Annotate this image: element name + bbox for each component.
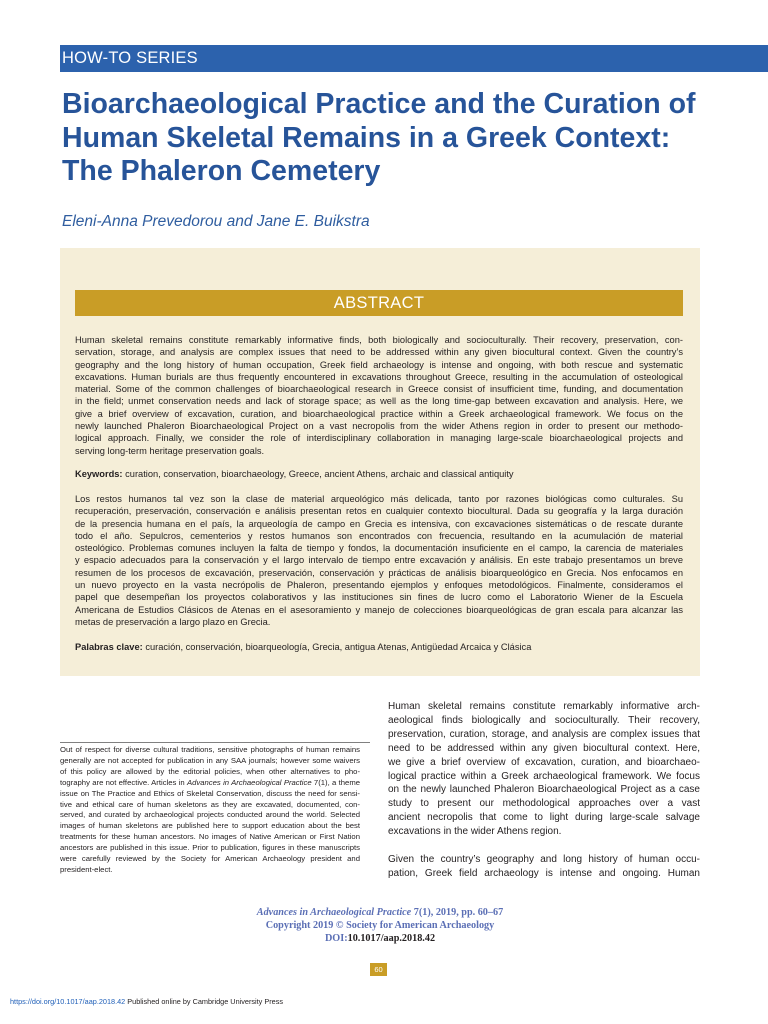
footnote-line: served, and curated by archaeological projects conducted around the world. Selected	[60, 810, 360, 820]
abstract-spanish	[75, 493, 683, 628]
footnote-line: issue on The Practice and Ethics of Skeletal Conservation, discuss the need for sensi-	[60, 788, 360, 798]
abstract-english-line: in the field; unmet conservation needs and lack of storage space; as well as the long time-gap between excavation and analysis. Here, we	[75, 396, 683, 407]
abstract-spanish-line: Los restos humanos tal vez son la clase de material arqueológico más delicada, tanto por razones biológicas como culturales. Su	[75, 494, 683, 504]
abstract-english-line: material. Some of the common challenges of bioarchaeological research in Greece consist of insufficient time, funding, and documentation	[75, 384, 683, 395]
abstract-english-line: excavations. Human burials are thus frequently encountered in excavations throughout Greece, resulting in the accumulation of osteological	[75, 371, 683, 382]
article-title-line: Human Skeletal Remains in a Greek Context:	[62, 121, 671, 154]
keywords-label: Keywords:	[75, 469, 123, 479]
palabras-clave	[75, 641, 683, 653]
body-line: logical practice within a Greek archaeological framework. We focus	[388, 770, 700, 782]
body-column	[388, 700, 700, 881]
abstract-heading: ABSTRACT	[75, 290, 683, 316]
body-paragraph	[388, 700, 700, 839]
footnote-line: images of human skeletons are published here to support education about the best	[60, 821, 360, 831]
footnote-line: president-elect.	[60, 864, 113, 874]
footnote-line: treatments for these human ancestors. No images of Native American or First Nation	[60, 832, 360, 842]
abstract-english	[75, 334, 683, 457]
body-line: aeological finds biologically and socioculturally. Their recovery,	[388, 714, 700, 726]
abstract-spanish-line: y espacio adecuados para la conservación y el largo intervalo de tiempo entre excavación y análisis. En este trabajo presentamos un breve	[75, 555, 683, 566]
footnote-line: Out of respect for diverse cultural traditions, sensitive photographs of human remains	[60, 745, 360, 754]
article-title-line: Bioarchaeological Practice and the Curation of	[62, 88, 696, 120]
body-line: on the newly launched Phaleron Bioarchaeological Project as a case	[388, 784, 700, 796]
body-line: ancient necropolis that come to light during large-scale salvage	[388, 812, 700, 824]
body-line: we give a brief overview of excavation, curation, and bioarchaeo-	[388, 756, 700, 768]
abstract-english-line: newly launched Phaleron Bioarchaeological Project on a vast necropolis from the wider Athens region in order to present our methodo-	[75, 421, 683, 432]
article-title-line: The Phaleron Cemetery	[62, 155, 381, 187]
footnote-line: tive and ethical care of human skeletons as they are excavated, documented, con-	[60, 799, 360, 809]
paragraph-gap	[388, 839, 700, 853]
abstract-spanish-line: de la presencia humana en el país, la arqueología de campo en Grecia es intensiva, con excavaciones sistemáticas o de rescate durante	[75, 518, 683, 529]
abstract-spanish-line: metas de preservación a largo plazo en Grecia.	[75, 616, 271, 627]
doi-url-link[interactable]: https://doi.org/10.1017/aap.2018.42	[10, 997, 126, 1006]
text-segment: 7(1), a theme	[311, 777, 361, 787]
body-line: pation, Greek field archaeology is intense and ongoing. Human	[388, 867, 700, 879]
abstract-english-line: serving long-term heritage preservation goals.	[75, 445, 265, 456]
journal-citation	[60, 906, 700, 945]
abstract-spanish-line: recuperación, preservación, conservación e análisis presentan retos en cualquier contexto biocultural. Dada su geografía y la larga duración	[75, 506, 683, 517]
abstract-english-line: Human skeletal remains constitute remarkably informative finds, both biologically and socioculturally. Their recovery, preservation, con-	[75, 335, 683, 345]
body-line: excavations in the wider Athens region.	[388, 826, 562, 838]
body-line: Human skeletal remains constitute remarkably informative arch-	[388, 701, 700, 712]
footnote-line: were carefully reviewed by the Society for American Archaeology president and	[60, 854, 360, 864]
keywords-list: curation, conservation, bioarchaeology, Greece, ancient Athens, archaic and classical antiquity	[125, 469, 514, 479]
abstract-english-line: give a brief overview of excavation, curation, and bioarchaeological practice within a Greek archaeological framework. We focus on the	[75, 408, 683, 419]
published-online-text: Published online by Cambridge University Press	[127, 997, 284, 1006]
abstract-spanish-line: un nuevo proyecto en la vasta necrópolis de Phaleron, presentando ejemplos y enfoques metodológicos. Finalmente, consideramos el	[75, 580, 683, 591]
footnote-line: ancestors are published in this issue. Prior to publication, figures in these manuscripts	[60, 843, 360, 853]
series-label: HOW-TO SERIES	[62, 49, 198, 67]
text-segment: tography are not effective. Articles in	[60, 777, 187, 787]
italic-journal-title: Advances in Archaeological Practice	[187, 777, 312, 787]
abstract-spanish-line: osteológico. Problemas comunes incluyen la falta de tiempo y fondos, la documentación insuficiente en el campo, la carencia de materiales	[75, 543, 683, 554]
keywords	[75, 468, 683, 480]
body-line: Given the country’s geography and long history of human occu-	[388, 853, 700, 865]
body-paragraph	[388, 853, 700, 881]
abstract-spanish-line: todo el año. Sepulcros, cementerios y restos humanos son encontrados con frecuencia, resultando en la acumulación de material	[75, 530, 683, 541]
abstract-spanish-line: resumen de los procesos de excavación, preservación, conservación y prácticas de análisis bioarqueológico en Grecia. Nos enfocamos en	[75, 567, 683, 578]
doi-label: DOI:	[324, 933, 348, 944]
palabras-clave-list: curación, conservación, bioarqueología, Grecia, antigua Atenas, Antigüedad Arcaica y Clásica	[145, 642, 532, 652]
abstract-box	[60, 248, 700, 676]
footnote-line	[60, 778, 360, 789]
series-banner	[60, 45, 768, 72]
footnote	[60, 745, 360, 876]
citation-journal-line	[60, 906, 700, 919]
footnote-line: generally are not accepted for publication in any SAA journals; however some waivers	[60, 755, 360, 765]
journal-name: Advances in Archaeological Practice	[256, 907, 412, 918]
abstract-spanish-line: papel que desempeñan los proyectos colaborativos y las instituciones sin fines de lucro como el Laboratorio Wiener de la Escuela	[75, 592, 683, 603]
authors: Eleni-Anna Prevedorou and Jane E. Buikstra	[62, 213, 370, 230]
abstract-english-line: logical approach. Finally, we consider the role of interdisciplinary collaboration in managing large-scale bioarchaeological projects and	[75, 433, 683, 444]
publication-footer	[10, 997, 283, 1007]
abstract-english-line: geography and the long history of human occupation, Greek field archaeology is intense and ongoing, with both rescue and systematic	[75, 359, 683, 370]
page-number: 60	[370, 963, 387, 976]
abstract-english-line: servation, storage, and analysis are complex issues that need to be addressed within any given biocultural context. Given the country’s	[75, 347, 683, 358]
palabras-clave-label: Palabras clave:	[75, 642, 143, 652]
article-title	[62, 88, 742, 189]
footnote-line: of this policy are allowed by the editorial policies, when other alternatives to pho-	[60, 766, 360, 776]
body-line: study to present our methodological approaches over a vast	[388, 798, 700, 810]
footnote-divider	[60, 742, 370, 743]
copyright-line: Copyright 2019 © Society for American Archaeology	[265, 920, 495, 931]
abstract-spanish-line: Americana de Estudios Clásicos de Atenas en el asesoramiento y manejo de colecciones bioarqueológicas de gran escala para alcanzar las	[75, 604, 683, 615]
journal-issue-info: 7(1), 2019, pp. 60–67	[413, 907, 504, 918]
body-line: need to be addressed within any given biocultural context. Here,	[388, 742, 700, 754]
doi-link[interactable]: 10.1017/aap.2018.42	[347, 933, 436, 944]
citation-doi-line	[60, 932, 700, 945]
body-line: preservation, curation, storage, and analysis are complex issues that	[388, 728, 700, 740]
